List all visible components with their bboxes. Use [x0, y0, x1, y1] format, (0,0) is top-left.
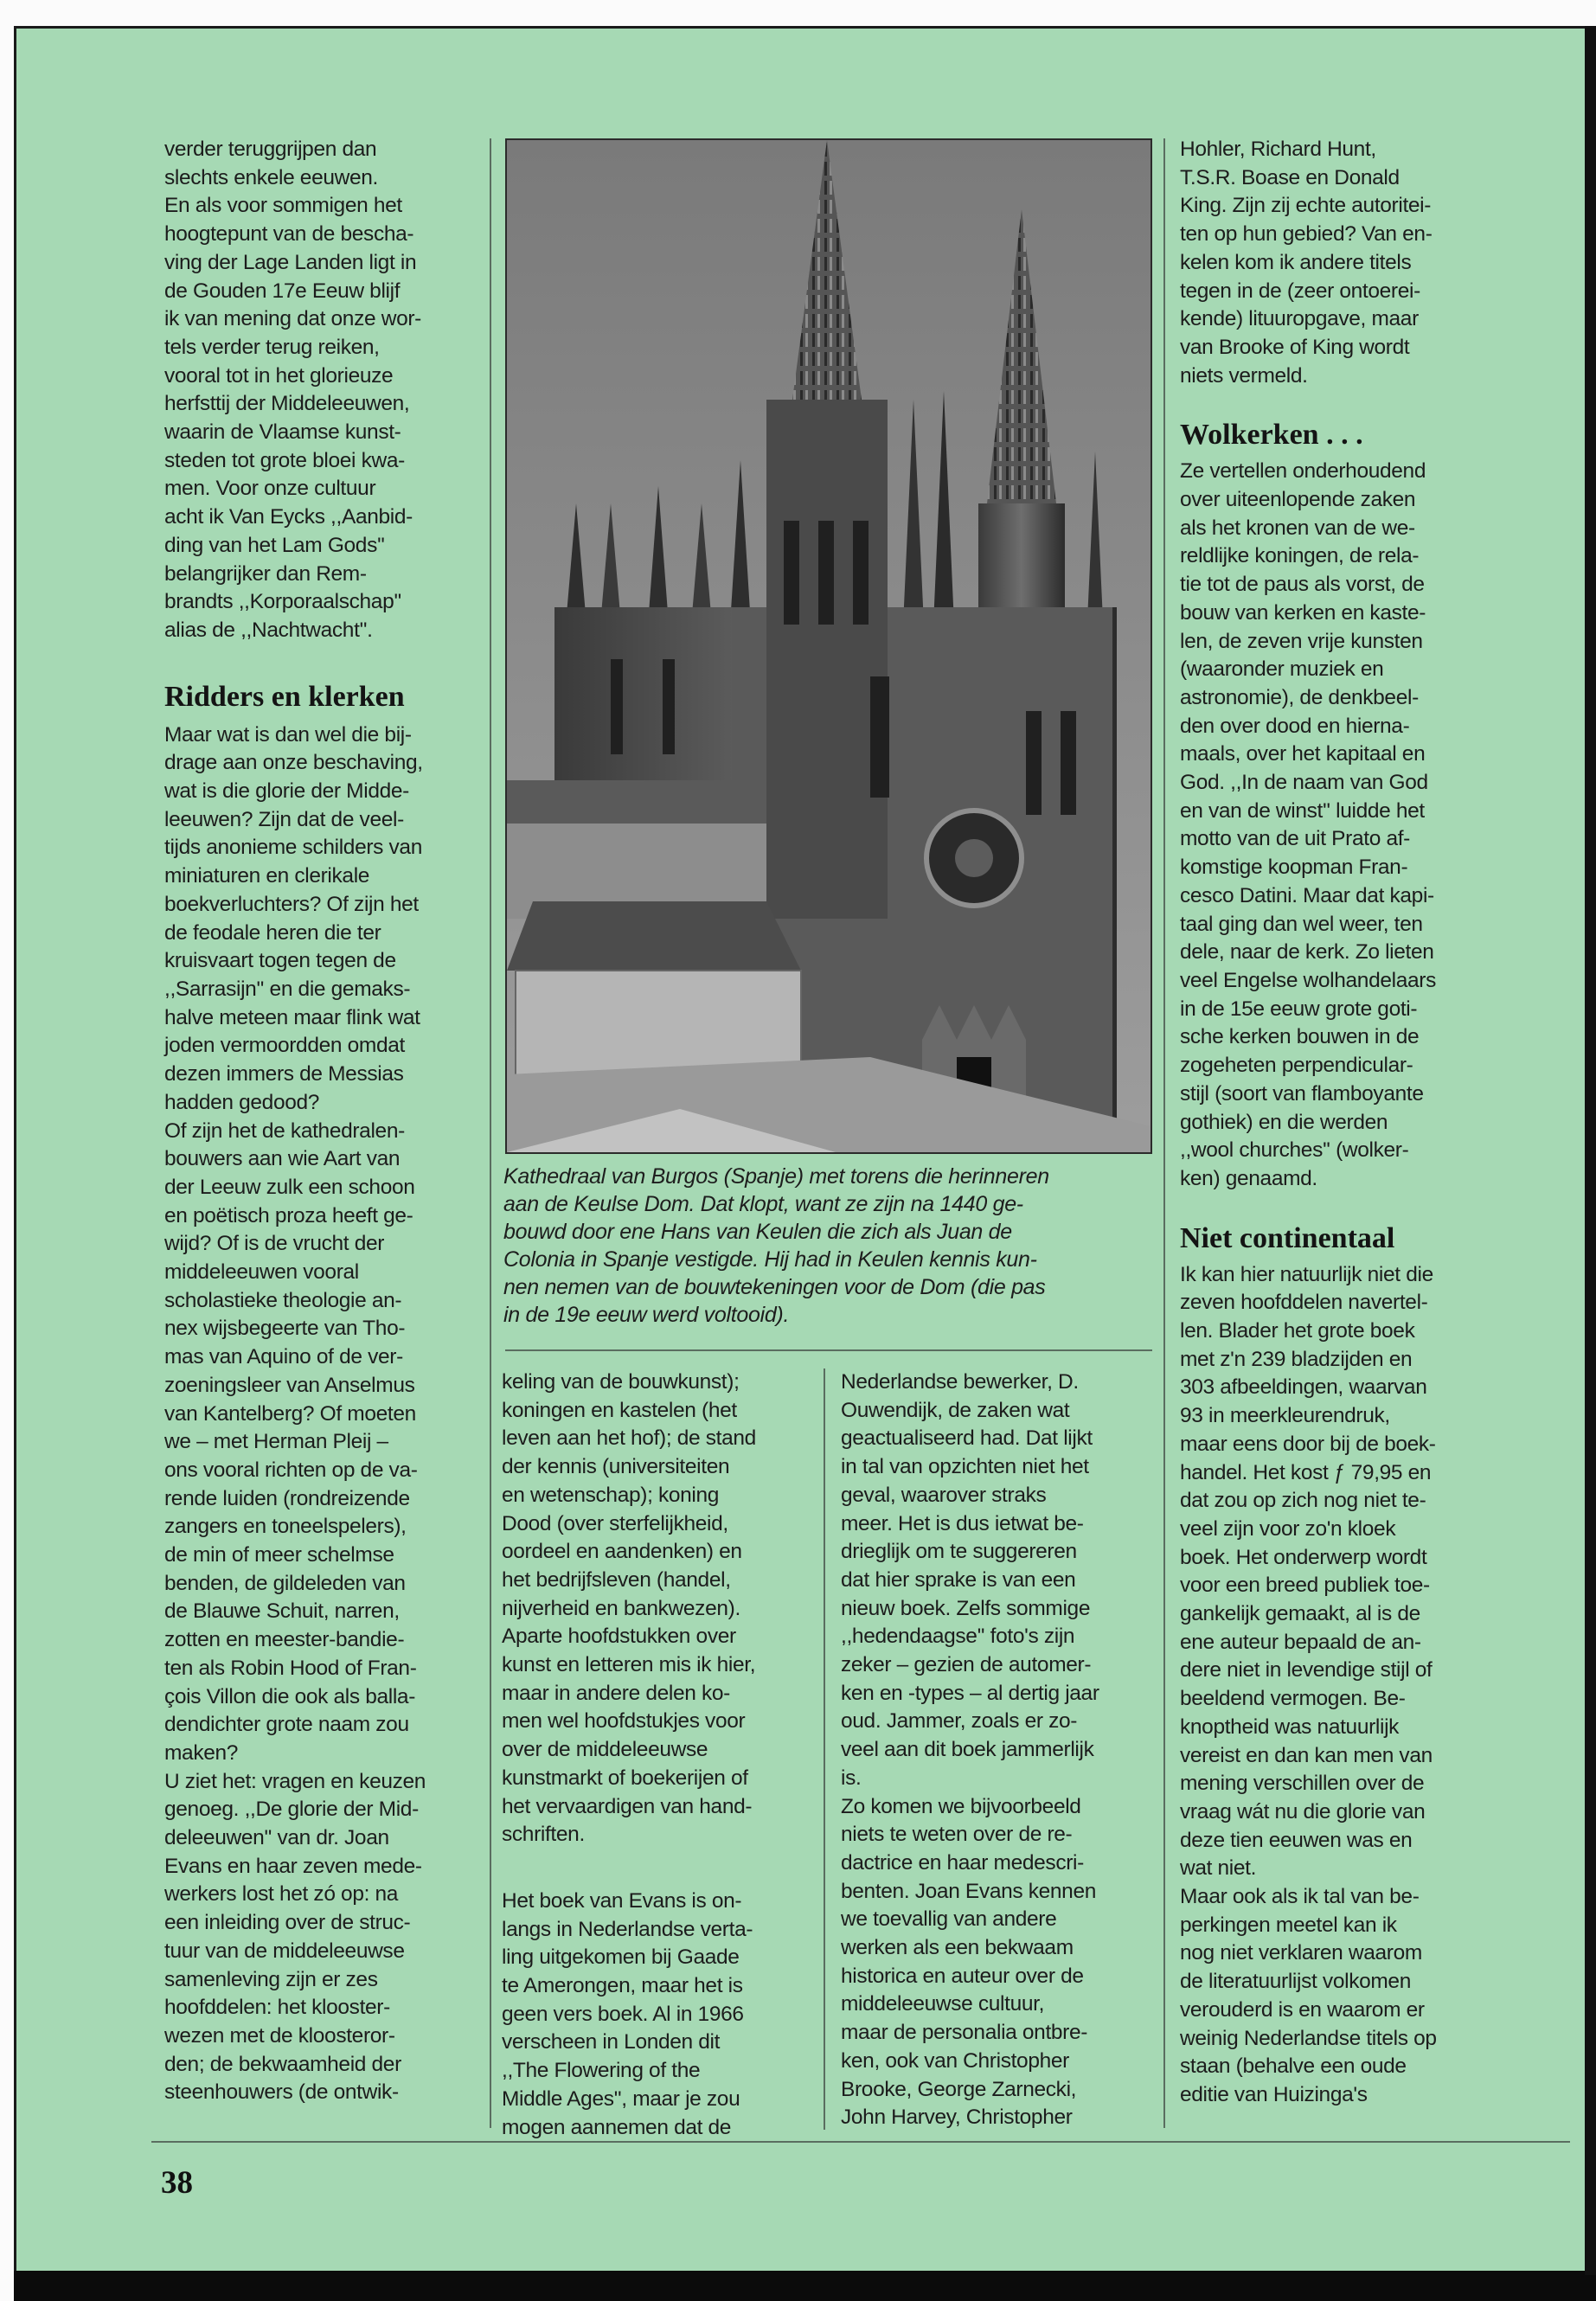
text-line: hoofddelen: het klooster- [164, 1996, 390, 2020]
column-4-bottom-text [1180, 1261, 1491, 2110]
page-number: 38 [161, 2165, 193, 2201]
text-line: dat hier sprake is van een [841, 1567, 1076, 1592]
text-line: maar de personalia ontbre- [841, 2021, 1088, 2045]
text-line: dele, naar de kerk. Zo lieten [1180, 940, 1434, 965]
scan-edge-right [1585, 26, 1596, 2275]
text-line: miniaturen en clerikale [164, 864, 370, 888]
text-line: Of zijn het de kathedralen- [164, 1118, 405, 1143]
text-line: vooral tot in het glorieuze [164, 363, 394, 388]
text-line: kunstmarkt of boekerijen of [502, 1766, 748, 1790]
text-line: geactualiseerd had. Dat lijkt [841, 1426, 1093, 1451]
text-line: ,,The Flowering of the [502, 2059, 701, 2083]
text-line: mogen aannemen dat de [502, 2115, 732, 2139]
text-line: over de middeleeuwse [502, 1738, 708, 1762]
text-line: kelen kom ik andere titels [1180, 250, 1412, 274]
text-line: voor een breed publiek toe- [1180, 1574, 1430, 1598]
text-line: leeuwen? Zijn dat de veel- [164, 807, 404, 831]
text-line: middeleeuwen vooral [164, 1260, 359, 1285]
text-line: de Gouden 17e Eeuw blijf [164, 279, 401, 303]
text-line: U ziet het: vragen en keuzen [164, 1769, 426, 1793]
text-line: dezen immers de Messias [164, 1062, 404, 1086]
text-line: deleeuwen'' van dr. Joan [164, 1826, 389, 1850]
section-heading-niet-continentaal: Niet continentaal [1180, 1221, 1395, 1254]
text-line: Nederlandse bewerker, D. [841, 1370, 1079, 1394]
text-line: zangers en toneelspelers), [164, 1515, 407, 1539]
text-line: wat is die glorie der Midde- [164, 779, 409, 804]
text-line: meer. Het is dus ietwat be- [841, 1511, 1084, 1535]
text-line: ken) genaamd. [1180, 1166, 1317, 1190]
text-line: en van de winst'' luidde het [1180, 798, 1425, 823]
text-line: ving der Lage Landen ligt in [164, 250, 417, 274]
text-line: alias de ,,Nachtwacht''. [164, 618, 373, 642]
text-line: koningen en kastelen (het [502, 1398, 737, 1422]
text-line: nen nemen van de bouwtekeningen voor de Dom (die pas [503, 1275, 1046, 1299]
column-4-mid-text [1180, 458, 1491, 1193]
text-line: tijds anonieme schilders van [164, 836, 422, 860]
text-line: wijd? Of is de vrucht der [164, 1232, 385, 1256]
text-line: editie van Huizinga's [1180, 2083, 1368, 2106]
text-line: we – met Herman Pleij – [164, 1430, 388, 1454]
text-line: tie tot de paus als vorst, de [1180, 573, 1425, 597]
text-line: aan de Keulse Dom. Dat klopt, want ze zijn na 1440 ge- [503, 1192, 1023, 1216]
text-line: in de 15e eeuw grote goti- [1180, 997, 1418, 1021]
column-2-text-a [502, 1368, 804, 1849]
text-line: mening verschillen over de [1180, 1772, 1425, 1796]
text-line: in tal van opzichten niet het [841, 1455, 1089, 1479]
text-line: zeven hoofddelen navertel- [1180, 1291, 1428, 1315]
text-line: zogeheten perpendicular- [1180, 1054, 1413, 1078]
text-line: geval, waarover straks [841, 1483, 1047, 1507]
text-line: God. ,,In de naam van God [1180, 771, 1428, 795]
column-3-text [841, 1368, 1149, 2132]
text-line: boek. Het onderwerp wordt [1180, 1545, 1427, 1569]
text-line: werkers lost het zó op: na [164, 1882, 399, 1907]
text-line: ling uitgekomen bij Gaade [502, 1945, 740, 1970]
text-line: over uiteenlopende zaken [1180, 488, 1416, 512]
text-line: langs in Nederlandse verta- [502, 1917, 753, 1941]
text-line: Ik kan hier natuurlijk niet die [1180, 1262, 1433, 1286]
column-rule [490, 138, 491, 2128]
text-line: boekverluchters? Of zijn het [164, 892, 419, 916]
text-line: staan (behalve een oude [1180, 2054, 1407, 2079]
text-line: der kennis (universiteiten [502, 1455, 730, 1479]
article-column-2 [502, 1368, 804, 2142]
text-line: 93 in meerkleurendruk, [1180, 1404, 1390, 1428]
text-line: middeleeuwse cultuur, [841, 1992, 1045, 2016]
text-line: verder teruggrijpen dan [164, 138, 377, 161]
text-line: de min of meer schelmse [164, 1543, 394, 1567]
text-line: astronomie), de denkbeel- [1180, 685, 1419, 709]
text-line: En als voor sommigen het [164, 194, 402, 218]
text-line: nex wijsbegeerte van Tho- [164, 1317, 406, 1341]
text-line: tegen in de (zeer ontoerei- [1180, 279, 1420, 303]
text-line: den; de bekwaamheid der [164, 2052, 401, 2076]
text-line: zotten en meester-bandie- [164, 1628, 405, 1652]
text-line: we toevallig van andere [841, 1907, 1057, 1932]
cathedral-photo [505, 138, 1152, 1154]
text-line: cesco Datini. Maar dat kapi- [1180, 883, 1434, 907]
text-line: is. [841, 1766, 862, 1790]
article-column-4 [1180, 136, 1491, 2110]
text-line: dere niet in levendige stijl of [1180, 1658, 1433, 1682]
text-line: keling van de bouwkunst); [502, 1370, 740, 1394]
text-line: weinig Nederlandse titels op [1180, 2026, 1437, 2050]
text-line: John Harvey, Christopher [841, 2106, 1073, 2130]
text-line: taal ging dan wel weer, ten [1180, 912, 1423, 936]
text-line: sche kerken bouwen in de [1180, 1025, 1420, 1049]
text-line: T.S.R. Boase en Donald [1180, 165, 1400, 189]
text-line: den over dood en hierna- [1180, 714, 1410, 738]
article-column-3 [841, 1368, 1149, 2132]
text-line: men wel hoofdstukjes voor [502, 1709, 746, 1734]
text-line: Kathedraal van Burgos (Spanje) met torens die herinneren [503, 1164, 1049, 1189]
text-line: Zo komen we bijvoorbeeld [841, 1794, 1081, 1818]
section-heading-ridders: Ridders en klerken [164, 680, 405, 713]
text-line: maken? [164, 1740, 239, 1765]
text-line: ken en -types – al dertig jaar [841, 1681, 1099, 1705]
article-column-1 [164, 136, 476, 2107]
text-line: een inleiding over de struc- [164, 1911, 411, 1935]
text-line: men. Voor onze cultuur [164, 477, 376, 501]
text-line: te Amerongen, maar het is [502, 1974, 743, 1998]
text-line: nieuw boek. Zelfs sommige [841, 1596, 1091, 1620]
text-line: gankelijk gemaakt, al is de [1180, 1602, 1420, 1626]
text-line: verscheen in Londen dit [502, 2030, 721, 2054]
text-line: ene auteur bepaald de an- [1180, 1630, 1421, 1654]
text-line: len, de zeven vrije kunsten [1180, 629, 1423, 653]
text-line: (waaronder muziek en [1180, 657, 1384, 682]
text-line: leven aan het hof); de stand [502, 1426, 756, 1451]
text-line: belangrijker dan Rem- [164, 561, 367, 586]
text-line: tels verder terug reiken, [164, 335, 380, 359]
text-line: knoptheid was natuurlijk [1180, 1715, 1400, 1739]
text-line: vraag wát nu die glorie van [1180, 1799, 1426, 1823]
text-line: veel zijn voor zo'n kloek [1180, 1516, 1396, 1541]
text-line: de literatuurlijst volkomen [1180, 1970, 1411, 1994]
text-line: ons vooral richten op de va- [164, 1458, 418, 1482]
text-line: bouw van kerken en kaste- [1180, 600, 1426, 625]
text-line: nog niet verklaren waarom [1180, 1941, 1422, 1965]
text-line: veel aan dit boek jammerlijk [841, 1738, 1094, 1762]
text-line: waarin de Vlaamse kunst- [164, 420, 401, 445]
text-line: Het boek van Evans is on- [502, 1888, 742, 1913]
text-line: en poëtisch proza heeft ge- [164, 1203, 413, 1227]
scan-edge-bottom [14, 2271, 1596, 2301]
text-line: Evans en haar zeven mede- [164, 1854, 422, 1878]
column-1-top-text [164, 136, 476, 645]
text-line: de Blauwe Schuit, narren, [164, 1599, 400, 1624]
text-line: Middle Ages'', maar je zou [502, 2086, 740, 2111]
text-line: herfsttij der Middeleeuwen, [164, 392, 410, 416]
text-line: Ze vertellen onderhoudend [1180, 459, 1426, 484]
text-line: çois Villon die ook als balla- [164, 1684, 416, 1708]
text-line: brandts ,,Korporaalschap'' [164, 590, 402, 614]
text-line: Maar ook als ik tal van be- [1180, 1885, 1420, 1909]
text-line: hoogtepunt van de bescha- [164, 222, 414, 247]
text-line: van Brooke of King wordt [1180, 335, 1410, 359]
text-line: Hohler, Richard Hunt, [1180, 138, 1376, 161]
text-line: scholastieke theologie an- [164, 1288, 402, 1312]
text-line: kruisvaart togen tegen de [164, 949, 396, 973]
text-line: motto van de uit Prato af- [1180, 827, 1410, 851]
burgos-cathedral-illustration [507, 140, 1151, 1152]
column-2-text-b [502, 1888, 804, 2142]
text-line: Aparte hoofdstukken over [502, 1625, 736, 1649]
text-line: Brooke, George Zarnecki, [841, 2077, 1077, 2101]
text-line: met z'n 239 bladzijden en [1180, 1347, 1413, 1371]
text-line: zoeningsleer van Anselmus [164, 1373, 415, 1397]
text-line: 303 afbeeldingen, waarvan [1180, 1375, 1427, 1400]
column-rule [824, 1368, 825, 2130]
text-line: Colonia in Spanje vestigde. Hij had in Keulen kennis kun- [503, 1247, 1037, 1272]
text-line: hadden gedood? [164, 1090, 320, 1114]
text-line: wezen met de kloosteror- [164, 2024, 395, 2048]
text-line: ten op hun gebied? Van en- [1180, 222, 1433, 247]
text-line: maals, over het kapitaal en [1180, 742, 1426, 766]
text-line: ,,Sarrasijn'' en die gemaks- [164, 977, 411, 1001]
text-line: ding van het Lam Gods'' [164, 533, 385, 557]
text-line: genoeg. ,,De glorie der Mid- [164, 1798, 419, 1822]
caption-rule [505, 1349, 1152, 1351]
column-1-bottom-text [164, 721, 476, 2107]
text-line: reldlijke koningen, de rela- [1180, 544, 1420, 568]
text-line: schriften. [502, 1823, 585, 1847]
photo-caption [503, 1163, 1152, 1329]
section-heading-wolkerken: Wolkerken . . . [1180, 419, 1363, 452]
footer-rule [151, 2141, 1570, 2143]
text-line: in de 19e eeuw werd voltooid). [503, 1303, 790, 1327]
text-line: joden vermoordden omdat [164, 1034, 405, 1058]
text-line: verouderd is en waarom er [1180, 1997, 1425, 2022]
text-line: tuur van de middeleeuwse [164, 1939, 405, 1963]
column-4-top-text [1180, 136, 1491, 390]
text-line: perkingen meetel kan ik [1180, 1913, 1397, 1937]
text-line: vereist en dan kan men van [1180, 1743, 1433, 1767]
text-line: bouwd door ene Hans van Keulen die zich als Juan de [503, 1220, 1012, 1244]
text-line: mas van Aquino of de ver- [164, 1345, 403, 1369]
text-line: King. Zijn zij echte autoritei- [1180, 194, 1432, 218]
text-line: en wetenschap); koning [502, 1483, 720, 1507]
text-line: historica en auteur over de [841, 1964, 1084, 1988]
text-line: benten. Joan Evans kennen [841, 1879, 1097, 1903]
text-line: dactrice en haar medescri- [841, 1850, 1084, 1875]
text-line: ,,wool churches'' (wolker- [1180, 1138, 1409, 1163]
text-line: steenhouwers (de ontwik- [164, 2080, 399, 2105]
text-line: het bedrijfsleven (handel, [502, 1567, 731, 1592]
text-line: van Kantelberg? Of moeten [164, 1401, 416, 1426]
text-line: dendichter grote naam zou [164, 1713, 409, 1737]
text-line: maar in andere delen ko- [502, 1681, 730, 1705]
text-line: komstige koopman Fran- [1180, 856, 1408, 880]
text-line: werken als een bekwaam [841, 1936, 1074, 1960]
text-line: steden tot grote bloei kwa- [164, 448, 405, 472]
text-line: samenleving zijn er zes [164, 1967, 378, 1991]
text-line: Ouwendijk, de zaken wat [841, 1398, 1070, 1422]
text-line: niets te weten over de re- [841, 1823, 1073, 1847]
text-line: gothiek) en die werden [1180, 1110, 1388, 1134]
text-line: deze tien eeuwen was en [1180, 1828, 1413, 1852]
text-line: oud. Jammer, zoals er zo- [841, 1709, 1078, 1734]
text-line: zeker – gezien de automer- [841, 1653, 1092, 1677]
text-line: als het kronen van de we- [1180, 516, 1415, 540]
text-line: nijverheid en bankwezen). [502, 1596, 740, 1620]
text-line: bouwers aan wie Aart van [164, 1147, 401, 1171]
text-line: ten als Robin Hood of Fran- [164, 1656, 417, 1680]
text-line: drage aan onze beschaving, [164, 751, 423, 775]
text-line: niets vermeld. [1180, 363, 1308, 388]
text-line: halve meteen maar flink wat [164, 1005, 420, 1029]
text-line: benden, de gildeleden van [164, 1571, 406, 1595]
text-line: drieglijk om te suggereren [841, 1540, 1077, 1564]
text-line: het vervaardigen van hand- [502, 1794, 753, 1818]
text-line: Dood (over sterfelijkheid, [502, 1511, 728, 1535]
text-line: beeldend vermogen. Be- [1180, 1687, 1406, 1711]
text-line: Maar wat is dan wel die bij- [164, 722, 412, 747]
text-line: kunst en letteren mis ik hier, [502, 1653, 756, 1677]
text-line: de feodale heren die ter [164, 920, 381, 945]
text-line: wat niet. [1180, 1856, 1257, 1881]
text-line: acht ik Van Eycks ,,Aanbid- [164, 505, 413, 529]
text-line: veel Engelse wolhandelaars [1180, 968, 1436, 992]
text-line: stijl (soort van flamboyante [1180, 1081, 1424, 1106]
text-line: oordeel en aandenken) en [502, 1540, 742, 1564]
text-line: ken, ook van Christopher [841, 2048, 1069, 2073]
text-line: ,,hedendaagse'' foto's zijn [841, 1625, 1075, 1649]
text-line: geen vers boek. Al in 1966 [502, 2002, 744, 2026]
text-line: rende luiden (rondreizende [164, 1486, 410, 1510]
column-rule [1163, 138, 1165, 2128]
text-line: maar eens door bij de boek- [1180, 1432, 1436, 1456]
text-line: handel. Het kost ƒ 79,95 en [1180, 1460, 1432, 1484]
text-line: kende) lituuropgave, maar [1180, 307, 1419, 331]
text-line: ik van mening dat onze wor- [164, 307, 421, 331]
text-line: slechts enkele eeuwen. [164, 165, 378, 189]
text-line: der Leeuw zulk een schoon [164, 1175, 415, 1199]
text-line: dat zou op zich nog niet te- [1180, 1489, 1426, 1513]
text-line: len. Blader het grote boek [1180, 1319, 1415, 1343]
